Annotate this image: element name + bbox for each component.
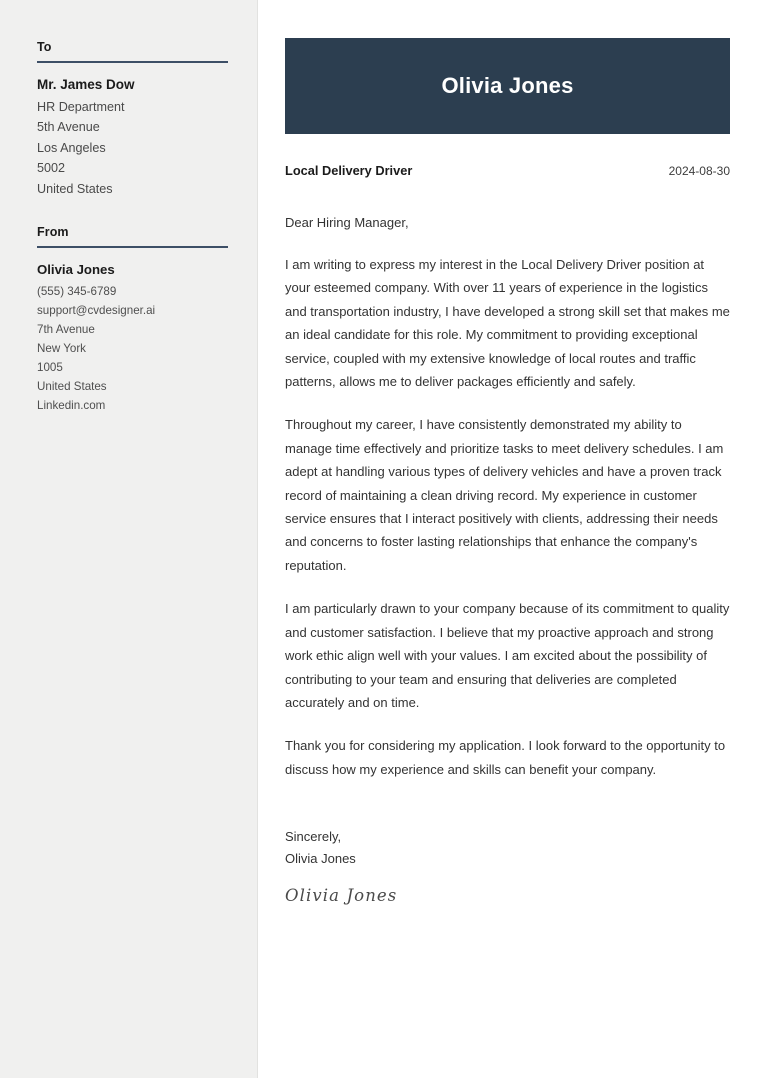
- name-banner: [285, 38, 730, 134]
- closing-name: Olivia Jones: [285, 850, 356, 866]
- recipient-line: 5th Avenue: [37, 120, 100, 134]
- recipient-divider: [37, 61, 228, 63]
- sender-email: support@cvdesigner.ai: [37, 304, 156, 317]
- letter-meta-row: [285, 163, 730, 178]
- sender-line: 7th Avenue: [37, 323, 95, 336]
- sender-line: United States: [37, 380, 107, 393]
- closing-block: [285, 826, 730, 905]
- recipient-block: [37, 40, 227, 199]
- sender-line: New York: [37, 342, 86, 355]
- closing-word: Sincerely,: [285, 829, 342, 845]
- letter-paragraph: Thank you for considering my application. I look forward to the opportunity to discuss how my experience and skills can benefit your company.: [285, 738, 726, 777]
- recipient-heading: To: [37, 40, 52, 54]
- contact-sidebar: [0, 0, 258, 1078]
- signature: Olivia Jones: [285, 886, 398, 906]
- sender-line: 1005: [37, 361, 63, 374]
- sender-name: Olivia Jones: [37, 262, 115, 277]
- letter-paragraph: Throughout my career, I have consistently demonstrated my ability to manage time effectively and prioritize tasks to meet delivery schedules. I am adept at handling various types of delivery vehicles and have a proven track record of maintaining a clean driving record. My experience in customer service ensures that I interact positively with clients, addressing their needs and concerns to foster lasting relationships that enhance the company's reputation.: [285, 417, 724, 573]
- recipient-line: United States: [37, 181, 113, 196]
- sender-heading: From: [37, 225, 69, 239]
- recipient-line: 5002: [37, 161, 66, 175]
- sender-divider: [37, 246, 228, 248]
- letter-paragraph: I am particularly drawn to your company because of its commitment to quality and customer satisfaction. I believe that my proactive approach and strong work ethic align well with your values. I am excited about the possibility of contributing to your team and ensuring that deliveries are completed accurately and on time.: [285, 601, 730, 710]
- sender-block: [37, 225, 227, 415]
- letter-date: 2024-08-30: [668, 164, 730, 178]
- salutation: Dear Hiring Manager,: [285, 215, 409, 230]
- sender-phone: (555) 345-6789: [37, 285, 117, 298]
- banner-name: Olivia Jones: [441, 73, 574, 98]
- recipient-line: HR Department: [37, 99, 125, 114]
- letter-paragraph: I am writing to express my interest in the Local Delivery Driver position at your esteemed company. With over 11 years of experience in the logistics and transportation industry, I have developed a strong skill set that makes me an ideal candidate for this role. My commitment to providing exceptional service, coupled with my extensive knowledge of local routes and traffic patterns, allows me to deliver packages efficiently and safely.: [285, 257, 730, 390]
- letter-body: [258, 0, 768, 1078]
- recipient-line: Los Angeles: [37, 140, 106, 155]
- sender-linkedin: Linkedin.com: [37, 399, 106, 412]
- recipient-name: Mr. James Dow: [37, 77, 135, 92]
- job-title: Local Delivery Driver: [285, 163, 413, 178]
